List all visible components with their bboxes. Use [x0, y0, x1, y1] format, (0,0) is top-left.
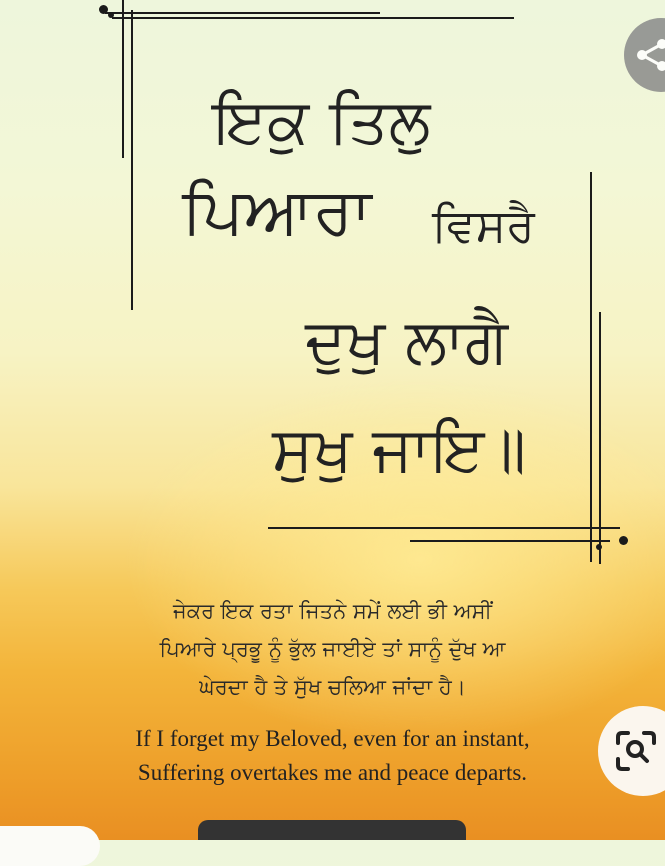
explanation-line-1: ਜੇਕਰ ਇਕ ਰਤਾ ਜਿਤਨੇ ਸਮੇਂ ਲਈ ਭੀ ਅਸੀਂ — [173, 599, 492, 623]
quote-line-4: ਸੁਖੁ ਜਾਇ॥ — [272, 412, 527, 485]
frame-dot-bottom — [619, 536, 628, 545]
share-icon — [632, 35, 665, 75]
frame-right-line — [590, 172, 592, 562]
translation-line-1: If I forget my Beloved, even for an instant, — [135, 726, 530, 751]
translation-line-2: Suffering overtakes me and peace departs. — [137, 760, 528, 785]
frame-left-line — [122, 0, 124, 158]
bottom-left-panel — [0, 826, 100, 866]
quote-line-2-forget: ਵਿਸਰੈ — [432, 198, 535, 252]
frame-top-line — [105, 12, 380, 14]
explanation-line-3: ਘੇਰਦਾ ਹੈ ਤੇ ਸੁੱਖ ਚਲਿਆ ਜਾਂਦਾ ਹੈ। — [199, 675, 466, 699]
quote-line-2-beloved: ਪਿਆਰਾ — [182, 175, 372, 249]
frame-left-line-2 — [131, 10, 133, 310]
frame-dot-top — [99, 5, 108, 14]
bottom-bar — [198, 820, 466, 840]
frame-bottom-line — [268, 527, 620, 529]
share-button[interactable] — [624, 18, 665, 92]
quote-line-1: ਇਕੁ ਤਿਲੁ — [213, 84, 431, 157]
frame-dot-bottom-2 — [596, 544, 602, 550]
quote-line-3: ਦੁਖੁ ਲਾਗੈ — [305, 304, 508, 377]
frame-top-line-2 — [112, 17, 514, 19]
frame-dot-top-2 — [108, 12, 114, 18]
frame-bottom-line-2 — [410, 540, 610, 542]
lens-search-icon — [612, 727, 660, 775]
explanation-line-2: ਪਿਆਰੇ ਪ੍ਰਭੂ ਨੂੰ ਭੁੱਲ ਜਾਈਏ ਤਾਂ ਸਾਨੂੰ ਦੁੱਖ ਆ — [159, 637, 506, 661]
